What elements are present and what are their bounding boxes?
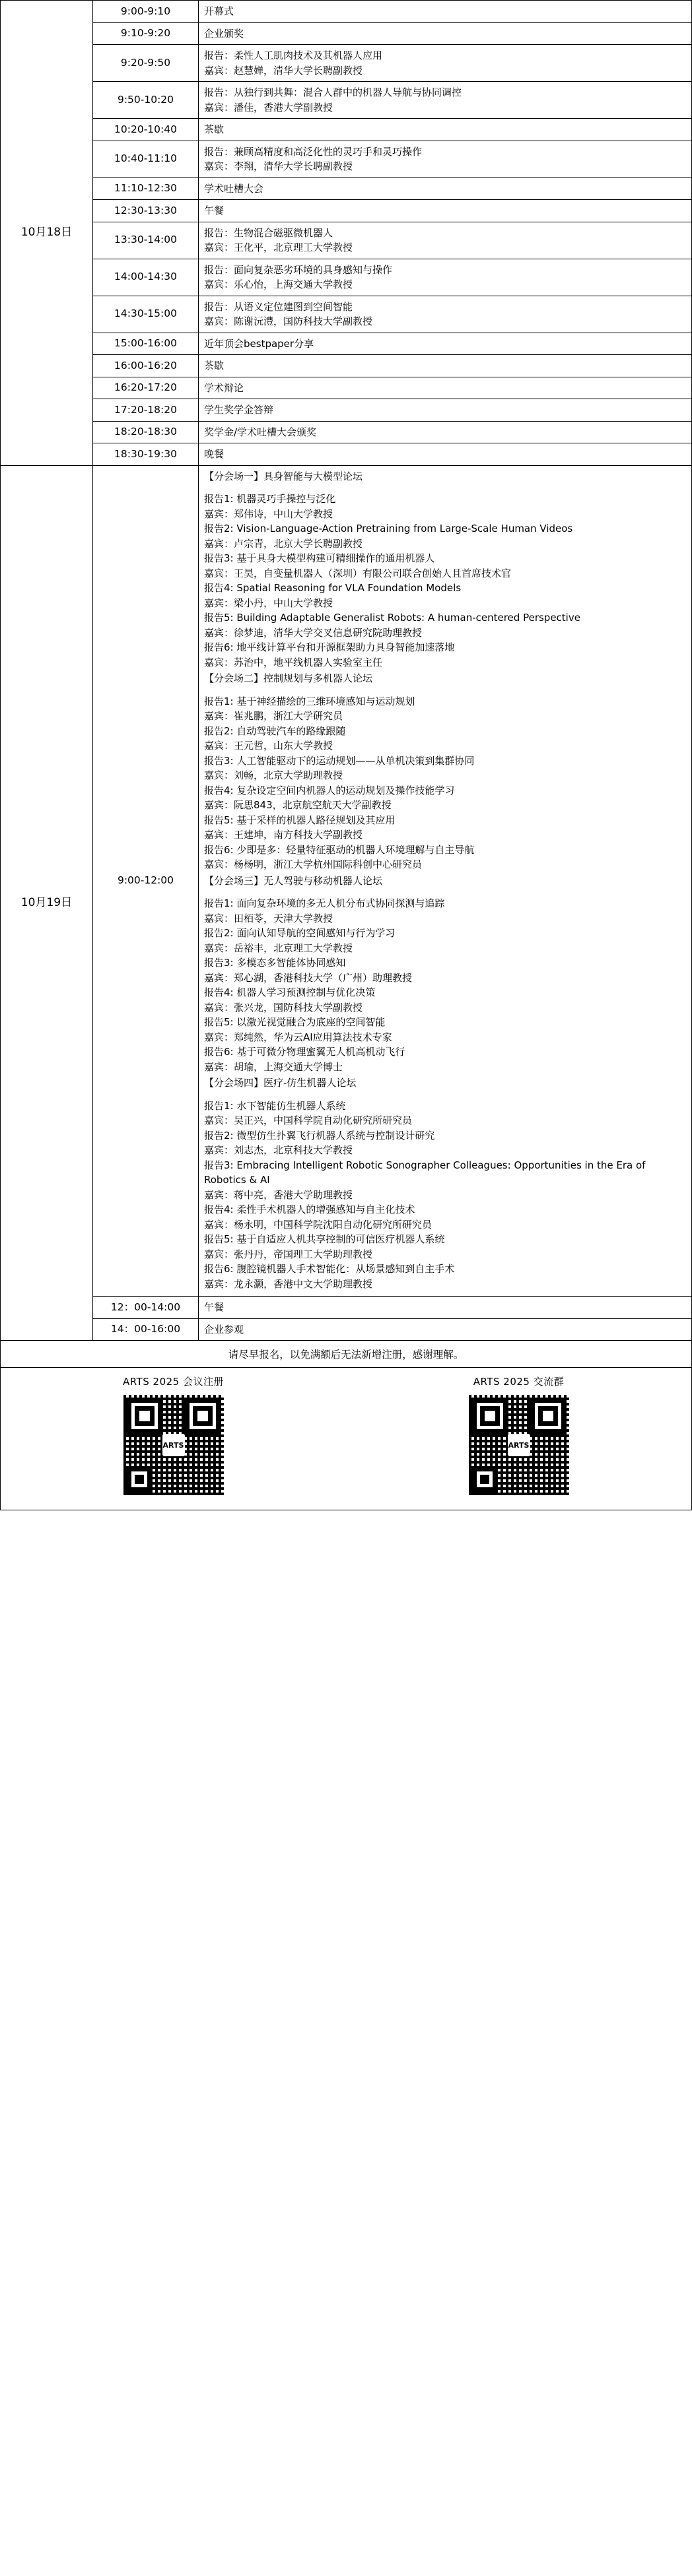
qr-section [0, 1368, 692, 1510]
spacer [204, 889, 686, 896]
session-cell [199, 45, 692, 82]
forum-line: 嘉宾：王昊，自变量机器人（深圳）有限公司联合创始人且首席技术官 [204, 567, 512, 579]
forum-line: 嘉宾：杨杨明，浙江大学杭州国际科创中心研究员 [204, 858, 423, 870]
time-cell: 16:20-17:20 [93, 377, 199, 399]
forum-title: 【分会场四】医疗-仿生机器人论坛 [204, 1077, 357, 1089]
table-row [1, 1297, 692, 1319]
forum-line: 报告1: 机器灵巧手操控与泛化 [204, 493, 336, 505]
time-cell: 17:20-18:20 [93, 399, 199, 422]
session-line: 企业颁奖 [204, 27, 244, 40]
session-cell [199, 22, 692, 45]
time-cell: 14:00-14:30 [93, 259, 199, 296]
time-cell: 16:00-16:20 [93, 355, 199, 377]
time-cell: 13:30-14:00 [93, 222, 199, 259]
forum-line: 报告3: Embracing Intelligent Robotic Sonographer Colleagues: Opportunities in the Era of Robotics & AI [204, 1159, 646, 1186]
forum-line: 嘉宾：王元哲，山东大学教授 [204, 740, 333, 752]
qr-group-chat [346, 1368, 691, 1510]
session-cell [199, 1297, 692, 1319]
table-row [1, 377, 692, 399]
forum-line: 报告5: Building Adaptable Generalist Robots: A human-centered Perspective [204, 612, 580, 624]
session-line: 企业参观 [204, 1323, 244, 1336]
forum-line: 嘉宾：阮思843，北京航空航天大学副教授 [204, 799, 392, 811]
forum-line: 报告6: 腹腔镜机器人手术智能化：从场景感知到自主手术 [204, 1263, 455, 1275]
time-cell: 11:10-12:30 [93, 177, 199, 200]
table-row [1, 421, 692, 443]
time-cell: 12：00-14:00 [93, 1297, 199, 1319]
forum-line: 报告2: 自动驾驶汽车的路缘跟随 [204, 724, 346, 737]
forum-line: 报告4: 柔性手术机器人的增强感知与自主化技术 [204, 1204, 415, 1215]
spacer [204, 688, 686, 694]
session-cell [199, 119, 692, 141]
qr-group-chat-title: ARTS 2025 交流群 [473, 1376, 565, 1388]
session-line: 学术吐槽大会 [204, 182, 264, 195]
time-cell: 9:10-9:20 [93, 22, 199, 45]
qr-group-chat-code[interactable] [469, 1395, 569, 1495]
forum-line: 报告1: 水下智能仿生机器人系统 [204, 1099, 346, 1112]
time-cell: 18:30-19:30 [93, 443, 199, 466]
forum-title: 【分会场三】无人驾驶与移动机器人论坛 [204, 874, 383, 887]
session-line: 奖学金/学术吐槽大会颁奖 [204, 426, 317, 438]
session-line: 嘉宾：乐心怡，上海交通大学教授 [204, 278, 353, 290]
parallel-forums-cell [199, 465, 692, 1297]
forum-line: 嘉宾：刘志杰，北京科技大学教授 [204, 1144, 353, 1156]
session-line: 晚餐 [204, 448, 225, 460]
forum-line: 嘉宾：徐梦迪，清华大学交叉信息研究院助理教授 [204, 626, 423, 639]
session-cell [199, 141, 692, 177]
session-line: 嘉宾：赵慧婵，清华大学长聘副教授 [204, 64, 363, 77]
forum-line: 嘉宾：郑伟诗，中山大学教授 [204, 507, 333, 520]
session-line: 学生奖学金答辩 [204, 404, 274, 416]
table-row [1, 22, 692, 45]
forum-line: 报告6: 基于可微分物理蜜翼无人机高机动飞行 [204, 1046, 405, 1058]
session-cell [199, 200, 692, 222]
table-row [1, 355, 692, 377]
forum-line: 嘉宾：杨永明，中国科学院沈阳自动化研究所研究员 [204, 1218, 433, 1231]
day-label-oct19: 10月19日 [1, 465, 93, 1341]
forum-line: 嘉宾：苏治中，地平线机器人实验室主任 [204, 656, 383, 668]
table-row [1, 296, 692, 333]
forum-title: 【分会场一】具身智能与大模型论坛 [204, 470, 363, 482]
forum-title: 【分会场二】控制规划与多机器人论坛 [204, 672, 373, 684]
forum-line: 报告3: 人工智能驱动下的运动规划——从单机决策到集群协同 [204, 754, 475, 767]
qr-registration [1, 1368, 346, 1510]
time-cell: 14：00-16:00 [93, 1318, 199, 1341]
time-cell: 9:20-9:50 [93, 45, 199, 82]
time-cell: 9:00-9:10 [93, 1, 199, 23]
session-cell [199, 177, 692, 200]
forum-line: 报告5: 基于采样的机器人路径规划及其应用 [204, 814, 396, 826]
table-row [1, 177, 692, 200]
forum-line: 报告6: 地平线计算平台和开源框架助力具身智能加速落地 [204, 641, 455, 653]
session-cell [199, 355, 692, 377]
forum-line: 嘉宾：郑心湖，香港科技大学（广州）助理教授 [204, 971, 413, 984]
time-cell: 15:00-16:00 [93, 333, 199, 355]
session-line: 报告：面向复杂恶劣环境的具身感知与操作 [204, 263, 393, 276]
session-cell [199, 399, 692, 422]
forum-block [204, 874, 686, 1075]
table-row [1, 259, 692, 296]
session-line: 茶歇 [204, 123, 225, 135]
session-line: 学术辩论 [204, 381, 244, 394]
table-row [1, 141, 692, 177]
forum-line: 报告3: 多模态多智能体协同感知 [204, 957, 346, 969]
forum-line: 嘉宾：张丹丹，帝国理工大学助理教授 [204, 1248, 373, 1260]
forum-line: 报告2: Vision-Language-Action Pretraining from Large-Scale Human Videos [204, 523, 573, 534]
forum-line: 报告4: 复杂设定空间内机器人的运动规划及操作技能学习 [204, 784, 455, 796]
forum-line: 嘉宾：蒋中亮，香港大学助理教授 [204, 1188, 353, 1201]
table-row [1, 45, 692, 82]
session-cell [199, 1, 692, 23]
forum-line: 报告5: 以激光视觉融合为底座的空间智能 [204, 1016, 386, 1028]
session-line: 报告：生物混合磁驱微机器人 [204, 226, 333, 239]
time-cell: 14:30-15:00 [93, 296, 199, 333]
session-cell [199, 377, 692, 399]
session-line: 报告：从独行到共舞：混合人群中的机器人导航与协同调控 [204, 86, 462, 98]
forum-block [204, 671, 686, 872]
forum-line: 嘉宾：岳裕丰，北京理工大学教授 [204, 942, 353, 954]
session-line: 嘉宾：潘佳，香港大学副教授 [204, 101, 333, 113]
session-cell [199, 222, 692, 259]
registration-notice: 请尽早报名，以免满额后无法新增注册，感谢理解。 [0, 1341, 692, 1368]
session-cell [199, 333, 692, 355]
forum-block [204, 1076, 686, 1291]
time-cell: 9:50-10:20 [93, 82, 199, 119]
qr-finder-icon [471, 1466, 498, 1493]
table-row [1, 222, 692, 259]
qr-registration-title: ARTS 2025 会议注册 [123, 1376, 224, 1388]
session-line: 午餐 [204, 1301, 225, 1313]
forum-line: 嘉宾：吴正兴，中国科学院自动化研究所研究员 [204, 1114, 413, 1126]
forum-line: 嘉宾：田栢苓，天津大学教授 [204, 912, 333, 924]
forum-line: 嘉宾：王建坤，南方科技大学副教授 [204, 829, 363, 841]
forum-line: 报告4: Spatial Reasoning for VLA Foundation Models [204, 582, 462, 594]
table-row [1, 399, 692, 422]
table-row [1, 200, 692, 222]
table-row [1, 82, 692, 119]
table-row [1, 1318, 692, 1341]
forum-line: 嘉宾：郑纯然，华为云AI应用算法技术专家 [204, 1031, 392, 1043]
session-cell [199, 421, 692, 443]
session-cell [199, 259, 692, 296]
time-cell: 18:20-18:30 [93, 421, 199, 443]
qr-logo: ARTS [162, 1434, 185, 1456]
table-row [1, 1, 692, 23]
forum-line: 嘉宾：梁小丹，中山大学教授 [204, 596, 333, 609]
forum-line: 报告1: 基于神经描绘的三维环境感知与运动规划 [204, 695, 415, 707]
spacer [204, 485, 686, 492]
session-line: 嘉宾：李翔，清华大学长聘副教授 [204, 160, 353, 172]
session-line: 报告：兼顾高精度和高泛化性的灵巧手和灵巧操作 [204, 145, 423, 158]
qr-logo: ARTS [508, 1434, 530, 1456]
forum-line: 报告2: 微型仿生扑翼飞行机器人系统与控制设计研究 [204, 1129, 435, 1142]
table-row [1, 443, 692, 466]
forum-line: 报告4: 机器人学习预测控制与优化决策 [204, 986, 376, 998]
session-line: 嘉宾：王化平，北京理工大学教授 [204, 242, 353, 253]
session-cell [199, 443, 692, 466]
forum-line: 嘉宾：崔兆鹏，浙江大学研究员 [204, 710, 343, 722]
session-cell [199, 296, 692, 333]
forum-line: 报告5: 基于自适应人机共享控制的可信医疗机器人系统 [204, 1233, 445, 1245]
spacer [204, 1092, 686, 1099]
forum-line: 报告1: 面向复杂环境的多无人机分布式协同探测与追踪 [204, 897, 445, 909]
forum-line: 嘉宾：龙永灏，香港中文大学助理教授 [204, 1277, 373, 1290]
forum-line: 报告6: 少即是多：轻量特征驱动的机器人环境理解与自主导航 [204, 843, 475, 856]
forum-line: 嘉宾：卢宗青，北京大学长聘副教授 [204, 537, 363, 550]
time-cell: 10:20-10:40 [93, 119, 199, 141]
forum-line: 嘉宾：胡瑜，上海交通大学博士 [204, 1060, 343, 1073]
forum-line: 报告2: 面向认知导航的空间感知与行为学习 [204, 927, 396, 939]
qr-registration-code[interactable] [123, 1395, 224, 1495]
session-line: 茶歇 [204, 360, 225, 371]
forum-line: 嘉宾：刘畅，北京大学助理教授 [204, 769, 343, 781]
session-cell [199, 82, 692, 119]
session-line: 开幕式 [204, 5, 234, 17]
table-row [1, 119, 692, 141]
table-row [1, 465, 692, 1297]
forum-line: 嘉宾：张兴龙，国防科技大学副教授 [204, 1001, 363, 1014]
forum-block [204, 469, 686, 670]
time-cell: 9:00-12:00 [93, 465, 199, 1297]
session-line: 报告：柔性人工肌肉技术及其机器人应用 [204, 49, 383, 61]
time-cell: 10:40-11:10 [93, 141, 199, 177]
qr-finder-icon [126, 1466, 153, 1493]
forum-line: 报告3: 基于具身大模型构建可精细操作的通用机器人 [204, 552, 435, 564]
session-line: 午餐 [204, 205, 225, 216]
day-label-oct18: 10月18日 [1, 1, 93, 466]
table-row [1, 333, 692, 355]
session-line: 嘉宾：陈谢沅澧，国防科技大学副教授 [204, 315, 373, 327]
time-cell: 12:30-13:30 [93, 200, 199, 222]
session-line: 报告：从语义定位建图到空间智能 [204, 300, 353, 313]
session-cell [199, 1318, 692, 1341]
session-line: 近年顶会bestpaper分享 [204, 337, 314, 350]
